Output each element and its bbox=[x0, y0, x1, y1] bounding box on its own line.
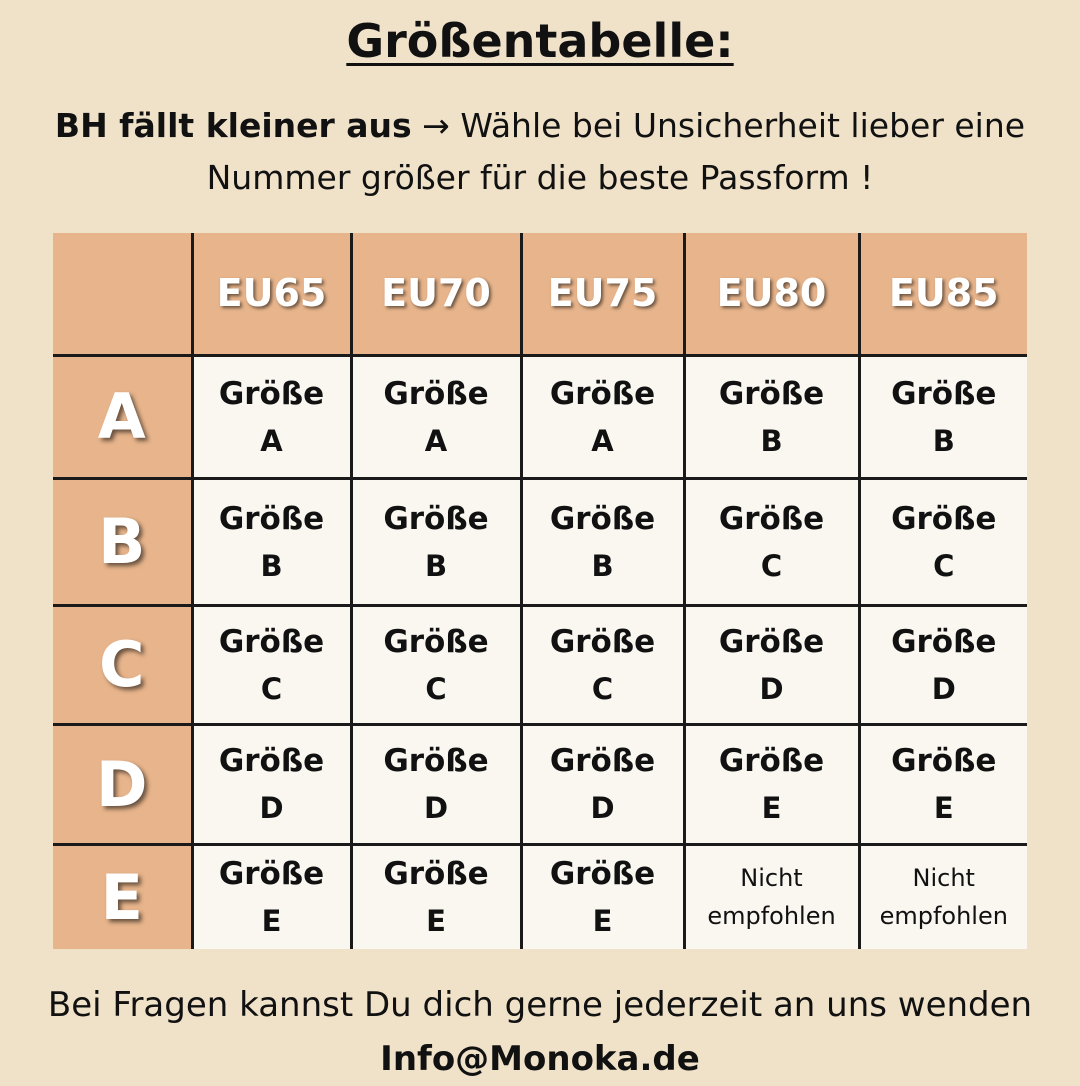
cell-line-2: empfohlen bbox=[707, 902, 836, 931]
column-header: EU85 bbox=[861, 233, 1028, 354]
cell-line-2: E bbox=[426, 904, 446, 939]
cell-line-2: E bbox=[933, 791, 954, 825]
cell-line-1: Größe bbox=[549, 375, 656, 412]
cell-line-2: C bbox=[933, 548, 955, 583]
page-title bbox=[0, 10, 1080, 72]
cell-line-2: C bbox=[260, 671, 283, 706]
cell-line-2: C bbox=[425, 671, 447, 706]
cell-line-1: Größe bbox=[891, 375, 997, 412]
cell-line-1: Größe bbox=[549, 743, 656, 779]
table-cell bbox=[353, 607, 520, 723]
cell-line-1: Größe bbox=[549, 500, 656, 537]
table-cell bbox=[353, 846, 520, 950]
cell-line-1: Größe bbox=[549, 623, 656, 660]
cell-line-2: C bbox=[760, 548, 783, 583]
table-cell bbox=[861, 607, 1028, 723]
cell-line-1: Größe bbox=[891, 743, 997, 779]
row-header: E bbox=[53, 846, 191, 950]
table-cell bbox=[523, 726, 683, 843]
cell-line-2: B bbox=[760, 423, 783, 458]
cell-line-1: Größe bbox=[218, 743, 325, 779]
cell-line-2: E bbox=[761, 791, 782, 825]
row-header: C bbox=[53, 607, 191, 723]
cell-line-2: D bbox=[590, 791, 615, 825]
cell-line-1: Größe bbox=[891, 500, 997, 537]
cell-line-1: Nicht bbox=[912, 864, 975, 893]
cell-line-2: E bbox=[261, 904, 282, 939]
table-cell bbox=[523, 846, 683, 950]
table-cell bbox=[353, 357, 520, 477]
row-header: D bbox=[53, 726, 191, 843]
table-cell bbox=[686, 480, 858, 604]
contact-email[interactable]: Info@Monoka.de bbox=[380, 1039, 700, 1079]
cell-line-2: B bbox=[260, 548, 283, 583]
cell-line-1: Größe bbox=[218, 623, 325, 660]
cell-line-1: Größe bbox=[218, 856, 325, 893]
cell-line-1: Größe bbox=[383, 743, 489, 779]
cell-line-1: Größe bbox=[218, 375, 325, 412]
cell-line-2: C bbox=[591, 671, 614, 706]
cell-line-1: Größe bbox=[383, 856, 489, 893]
cell-line-2: A bbox=[424, 423, 448, 458]
subtitle-bold: BH fällt kleiner aus bbox=[54, 106, 412, 145]
cell-line-2: B bbox=[932, 423, 955, 458]
table-cell bbox=[861, 357, 1028, 477]
table-cell bbox=[353, 726, 520, 843]
footer bbox=[0, 978, 1080, 1086]
cell-line-2: D bbox=[931, 671, 956, 706]
cell-line-2: B bbox=[591, 548, 614, 583]
cell-line-2: D bbox=[259, 791, 284, 825]
cell-line-1: Größe bbox=[549, 856, 656, 893]
table-corner bbox=[53, 233, 191, 354]
cell-line-2: A bbox=[260, 423, 283, 458]
cell-line-1: Größe bbox=[891, 623, 997, 660]
row-header: B bbox=[53, 480, 191, 604]
column-header: EU65 bbox=[194, 233, 350, 354]
table-cell bbox=[861, 726, 1028, 843]
table-cell bbox=[861, 846, 1028, 950]
cell-line-1: Größe bbox=[718, 375, 825, 412]
cell-line-1: Größe bbox=[218, 500, 325, 537]
cell-line-2: D bbox=[759, 671, 784, 706]
column-header: EU75 bbox=[523, 233, 683, 354]
cell-line-1: Nicht bbox=[740, 864, 803, 893]
subtitle-rest: → Wähle bei Unsicherheit lieber eine bbox=[411, 106, 1026, 145]
cell-line-2: D bbox=[423, 791, 449, 825]
column-header: EU80 bbox=[686, 233, 858, 354]
table-cell bbox=[194, 357, 350, 477]
row-header: A bbox=[53, 357, 191, 477]
table-cell bbox=[523, 480, 683, 604]
cell-line-1: Größe bbox=[383, 623, 489, 660]
table-cell bbox=[194, 726, 350, 843]
cell-line-2: B bbox=[424, 548, 448, 583]
cell-line-2: E bbox=[592, 904, 613, 939]
cell-line-1: Größe bbox=[718, 743, 825, 779]
cell-line-1: Größe bbox=[383, 375, 489, 412]
table-cell bbox=[686, 846, 858, 950]
table-cell bbox=[523, 607, 683, 723]
table-cell bbox=[194, 846, 350, 950]
cell-line-1: Größe bbox=[383, 500, 489, 537]
title-text: Größentabelle: bbox=[346, 14, 734, 68]
size-table bbox=[53, 233, 1027, 949]
column-header: EU70 bbox=[353, 233, 520, 354]
subtitle-line2: Nummer größer für die beste Passform ! bbox=[206, 158, 874, 197]
table-cell bbox=[194, 480, 350, 604]
table-cell bbox=[523, 357, 683, 477]
cell-line-2: A bbox=[591, 423, 614, 458]
table-cell bbox=[861, 480, 1028, 604]
table-cell bbox=[686, 607, 858, 723]
table-cell bbox=[686, 357, 858, 477]
table-cell bbox=[194, 607, 350, 723]
cell-line-1: Größe bbox=[718, 623, 825, 660]
table-cell bbox=[686, 726, 858, 843]
subtitle bbox=[20, 100, 1060, 204]
cell-line-2: empfohlen bbox=[879, 902, 1008, 931]
footer-text: Bei Fragen kannst Du dich gerne jederzeit an uns wenden bbox=[47, 985, 1033, 1025]
table-cell bbox=[353, 480, 520, 604]
cell-line-1: Größe bbox=[718, 500, 825, 537]
